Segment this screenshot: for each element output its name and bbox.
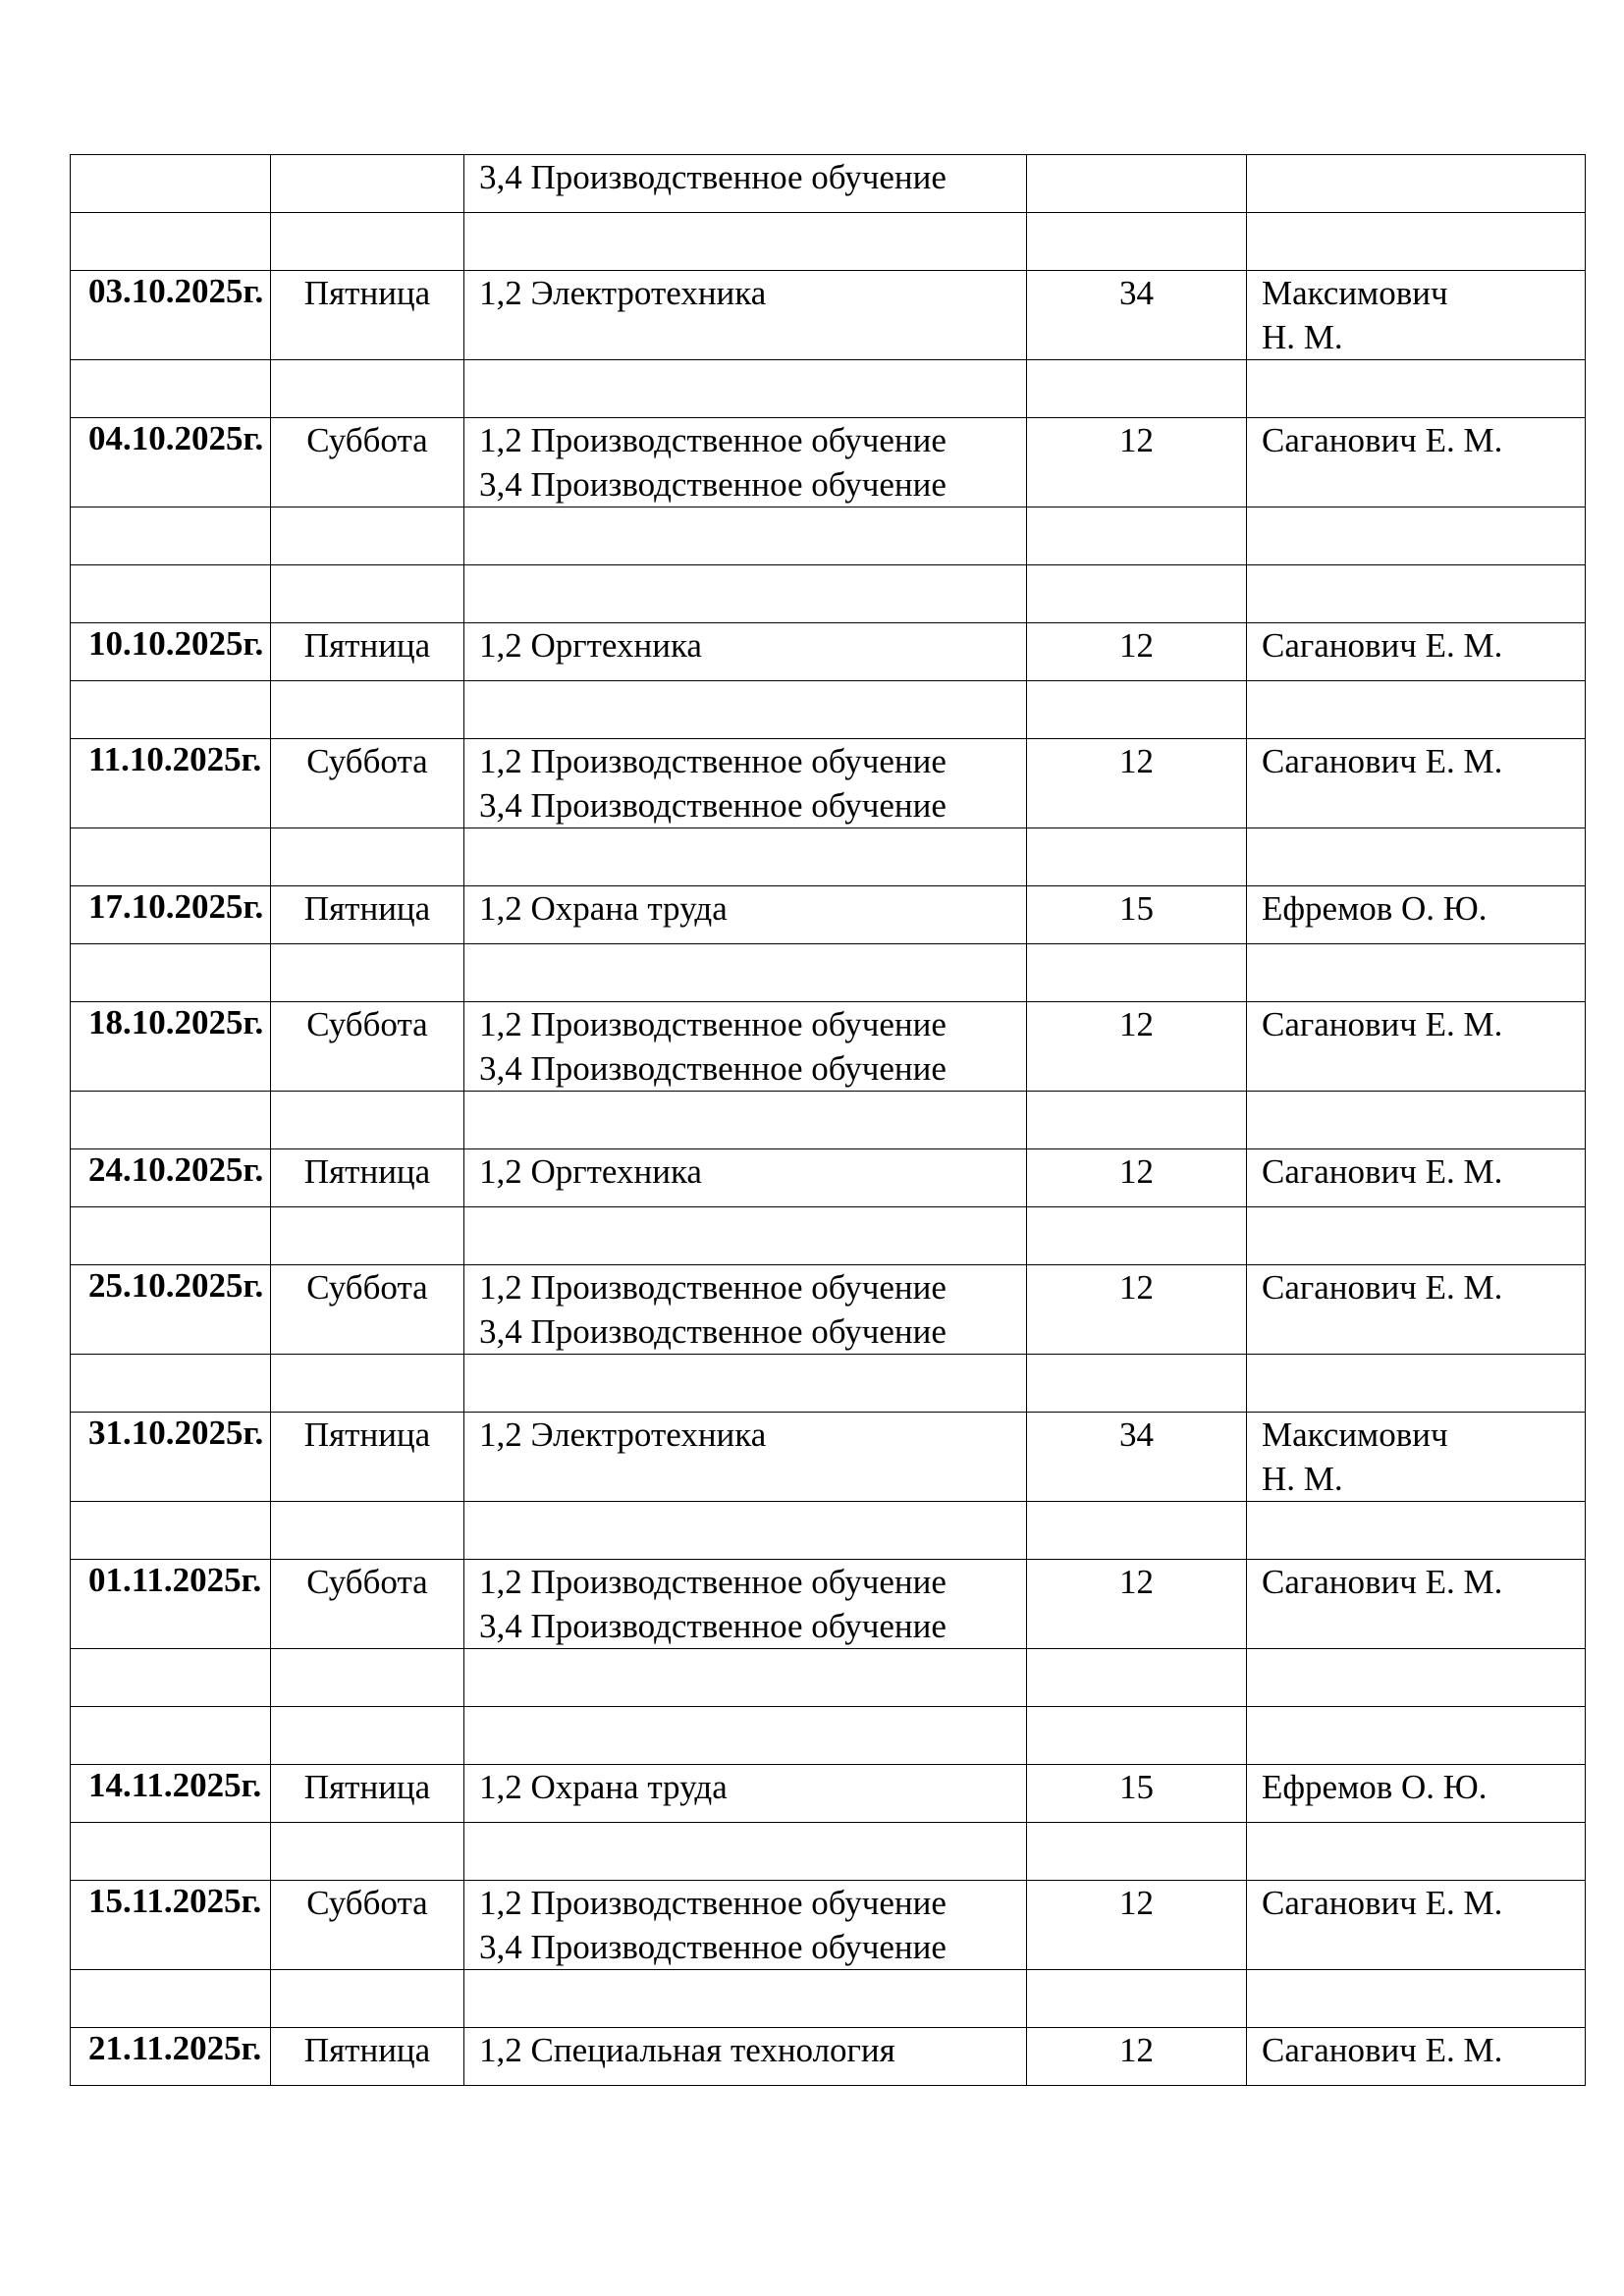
table-row	[71, 213, 1586, 271]
weekday-cell: Пятница	[271, 2028, 464, 2086]
date-cell: 01.11.2025г.	[71, 1560, 271, 1649]
date-cell	[71, 360, 271, 418]
table-row	[71, 1149, 1586, 1207]
subjects-cell: 1,2 Производственное обучение 3,4 Производственное обучение	[464, 1002, 1027, 1092]
weekday-cell: Пятница	[271, 271, 464, 360]
room-cell: 15	[1027, 1765, 1247, 1823]
subjects-cell	[464, 1823, 1027, 1881]
teacher-cell: Саганович Е. М.	[1247, 2028, 1586, 2086]
weekday-cell	[271, 1707, 464, 1765]
teacher-cell	[1247, 1970, 1586, 2028]
weekday-cell	[271, 1092, 464, 1149]
date-cell	[71, 681, 271, 739]
room-cell	[1027, 828, 1247, 886]
date-cell	[71, 565, 271, 623]
teacher-cell	[1247, 1207, 1586, 1265]
date-cell	[71, 1823, 271, 1881]
table-row	[71, 271, 1586, 360]
teacher-cell: Саганович Е. М.	[1247, 1265, 1586, 1355]
teacher-cell: Саганович Е. М.	[1247, 1560, 1586, 1649]
teacher-cell	[1247, 213, 1586, 271]
teacher-cell	[1247, 944, 1586, 1002]
room-cell	[1027, 1970, 1247, 2028]
subjects-cell: 1,2 Производственное обучение 3,4 Производственное обучение	[464, 418, 1027, 507]
weekday-cell: Пятница	[271, 1149, 464, 1207]
room-cell: 15	[1027, 886, 1247, 944]
date-cell: 21.11.2025г.	[71, 2028, 271, 2086]
date-cell	[71, 1207, 271, 1265]
teacher-cell	[1247, 828, 1586, 886]
table-row	[71, 418, 1586, 507]
room-cell: 12	[1027, 418, 1247, 507]
date-cell	[71, 1092, 271, 1149]
date-cell: 17.10.2025г.	[71, 886, 271, 944]
weekday-cell: Суббота	[271, 1881, 464, 1970]
subjects-cell	[464, 213, 1027, 271]
subjects-cell	[464, 944, 1027, 1002]
table-row	[71, 1560, 1586, 1649]
room-cell	[1027, 1823, 1247, 1881]
date-cell	[71, 1649, 271, 1707]
subjects-cell	[464, 360, 1027, 418]
subjects-cell: 1,2 Производственное обучение 3,4 Производственное обучение	[464, 1881, 1027, 1970]
table-row	[71, 2028, 1586, 2086]
room-cell	[1027, 213, 1247, 271]
teacher-cell	[1247, 565, 1586, 623]
weekday-cell: Суббота	[271, 1002, 464, 1092]
teacher-cell	[1247, 681, 1586, 739]
table-row	[71, 1355, 1586, 1413]
room-cell: 12	[1027, 1560, 1247, 1649]
date-cell	[71, 1970, 271, 2028]
teacher-cell: Саганович Е. М.	[1247, 1002, 1586, 1092]
weekday-cell	[271, 1823, 464, 1881]
subjects-cell	[464, 565, 1027, 623]
weekday-cell: Пятница	[271, 1765, 464, 1823]
date-cell: 15.11.2025г.	[71, 1881, 271, 1970]
table-row	[71, 1092, 1586, 1149]
teacher-cell	[1247, 1502, 1586, 1560]
date-cell	[71, 1502, 271, 1560]
subjects-cell	[464, 1502, 1027, 1560]
date-cell: 25.10.2025г.	[71, 1265, 271, 1355]
schedule-table	[70, 154, 1586, 2086]
date-cell	[71, 507, 271, 565]
weekday-cell	[271, 565, 464, 623]
date-cell: 10.10.2025г.	[71, 623, 271, 681]
teacher-cell	[1247, 360, 1586, 418]
weekday-cell: Суббота	[271, 739, 464, 828]
table-row	[71, 1265, 1586, 1355]
room-cell	[1027, 681, 1247, 739]
date-cell: 14.11.2025г.	[71, 1765, 271, 1823]
table-row	[71, 1765, 1586, 1823]
table-row	[71, 1207, 1586, 1265]
teacher-cell	[1247, 1092, 1586, 1149]
teacher-cell: Ефремов О. Ю.	[1247, 886, 1586, 944]
room-cell	[1027, 360, 1247, 418]
subjects-cell: 3,4 Производственное обучение	[464, 155, 1027, 213]
weekday-cell	[271, 213, 464, 271]
room-cell	[1027, 1207, 1247, 1265]
table-row	[71, 1649, 1586, 1707]
room-cell	[1027, 1355, 1247, 1413]
weekday-cell	[271, 944, 464, 1002]
weekday-cell: Суббота	[271, 418, 464, 507]
teacher-cell: Саганович Е. М.	[1247, 1149, 1586, 1207]
room-cell	[1027, 565, 1247, 623]
teacher-cell	[1247, 1649, 1586, 1707]
date-cell: 31.10.2025г.	[71, 1413, 271, 1502]
table-row	[71, 360, 1586, 418]
table-row	[71, 681, 1586, 739]
teacher-cell: Максимович Н. М.	[1247, 1413, 1586, 1502]
subjects-cell: 1,2 Охрана труда	[464, 1765, 1027, 1823]
table-row	[71, 944, 1586, 1002]
subjects-cell: 1,2 Производственное обучение 3,4 Производственное обучение	[464, 1560, 1027, 1649]
room-cell	[1027, 944, 1247, 1002]
table-row	[71, 565, 1586, 623]
subjects-cell: 1,2 Оргтехника	[464, 623, 1027, 681]
teacher-cell: Саганович Е. М.	[1247, 1881, 1586, 1970]
subjects-cell: 1,2 Производственное обучение 3,4 Производственное обучение	[464, 1265, 1027, 1355]
room-cell: 12	[1027, 739, 1247, 828]
weekday-cell	[271, 360, 464, 418]
date-cell	[71, 1707, 271, 1765]
table-row	[71, 1970, 1586, 2028]
weekday-cell	[271, 155, 464, 213]
subjects-cell	[464, 681, 1027, 739]
teacher-cell: Саганович Е. М.	[1247, 623, 1586, 681]
teacher-cell	[1247, 1355, 1586, 1413]
subjects-cell	[464, 1649, 1027, 1707]
room-cell: 12	[1027, 1881, 1247, 1970]
room-cell	[1027, 507, 1247, 565]
schedule-body	[71, 155, 1586, 2086]
subjects-cell: 1,2 Электротехника	[464, 271, 1027, 360]
date-cell: 11.10.2025г.	[71, 739, 271, 828]
room-cell	[1027, 155, 1247, 213]
weekday-cell	[271, 507, 464, 565]
subjects-cell: 1,2 Охрана труда	[464, 886, 1027, 944]
date-cell	[71, 828, 271, 886]
teacher-cell	[1247, 155, 1586, 213]
room-cell: 34	[1027, 1413, 1247, 1502]
subjects-cell: 1,2 Специальная технология	[464, 2028, 1027, 2086]
table-row	[71, 507, 1586, 565]
room-cell: 12	[1027, 623, 1247, 681]
subjects-cell	[464, 1092, 1027, 1149]
room-cell	[1027, 1502, 1247, 1560]
room-cell: 12	[1027, 2028, 1247, 2086]
teacher-cell	[1247, 1707, 1586, 1765]
table-row	[71, 1413, 1586, 1502]
teacher-cell	[1247, 507, 1586, 565]
weekday-cell	[271, 1970, 464, 2028]
table-row	[71, 155, 1586, 213]
table-row	[71, 1502, 1586, 1560]
table-row	[71, 1881, 1586, 1970]
weekday-cell: Пятница	[271, 1413, 464, 1502]
subjects-cell	[464, 507, 1027, 565]
subjects-cell	[464, 828, 1027, 886]
date-cell: 24.10.2025г.	[71, 1149, 271, 1207]
subjects-cell: 1,2 Производственное обучение 3,4 Производственное обучение	[464, 739, 1027, 828]
table-row	[71, 1707, 1586, 1765]
room-cell: 34	[1027, 271, 1247, 360]
subjects-cell	[464, 1707, 1027, 1765]
weekday-cell	[271, 828, 464, 886]
weekday-cell	[271, 1502, 464, 1560]
weekday-cell: Пятница	[271, 623, 464, 681]
date-cell	[71, 155, 271, 213]
room-cell: 12	[1027, 1002, 1247, 1092]
room-cell: 12	[1027, 1265, 1247, 1355]
subjects-cell	[464, 1970, 1027, 2028]
weekday-cell	[271, 681, 464, 739]
weekday-cell	[271, 1207, 464, 1265]
subjects-cell: 1,2 Электротехника	[464, 1413, 1027, 1502]
teacher-cell: Саганович Е. М.	[1247, 418, 1586, 507]
subjects-cell: 1,2 Оргтехника	[464, 1149, 1027, 1207]
room-cell	[1027, 1649, 1247, 1707]
teacher-cell: Саганович Е. М.	[1247, 739, 1586, 828]
table-row	[71, 623, 1586, 681]
date-cell: 18.10.2025г.	[71, 1002, 271, 1092]
weekday-cell: Пятница	[271, 886, 464, 944]
date-cell	[71, 944, 271, 1002]
table-row	[71, 886, 1586, 944]
table-row	[71, 1002, 1586, 1092]
teacher-cell	[1247, 1823, 1586, 1881]
subjects-cell	[464, 1355, 1027, 1413]
subjects-cell	[464, 1207, 1027, 1265]
table-row	[71, 1823, 1586, 1881]
table-row	[71, 828, 1586, 886]
room-cell: 12	[1027, 1149, 1247, 1207]
weekday-cell: Суббота	[271, 1560, 464, 1649]
weekday-cell: Суббота	[271, 1265, 464, 1355]
weekday-cell	[271, 1355, 464, 1413]
date-cell	[71, 1355, 271, 1413]
date-cell	[71, 213, 271, 271]
room-cell	[1027, 1707, 1247, 1765]
teacher-cell: Максимович Н. М.	[1247, 271, 1586, 360]
table-row	[71, 739, 1586, 828]
teacher-cell: Ефремов О. Ю.	[1247, 1765, 1586, 1823]
weekday-cell	[271, 1649, 464, 1707]
date-cell: 03.10.2025г.	[71, 271, 271, 360]
date-cell: 04.10.2025г.	[71, 418, 271, 507]
room-cell	[1027, 1092, 1247, 1149]
